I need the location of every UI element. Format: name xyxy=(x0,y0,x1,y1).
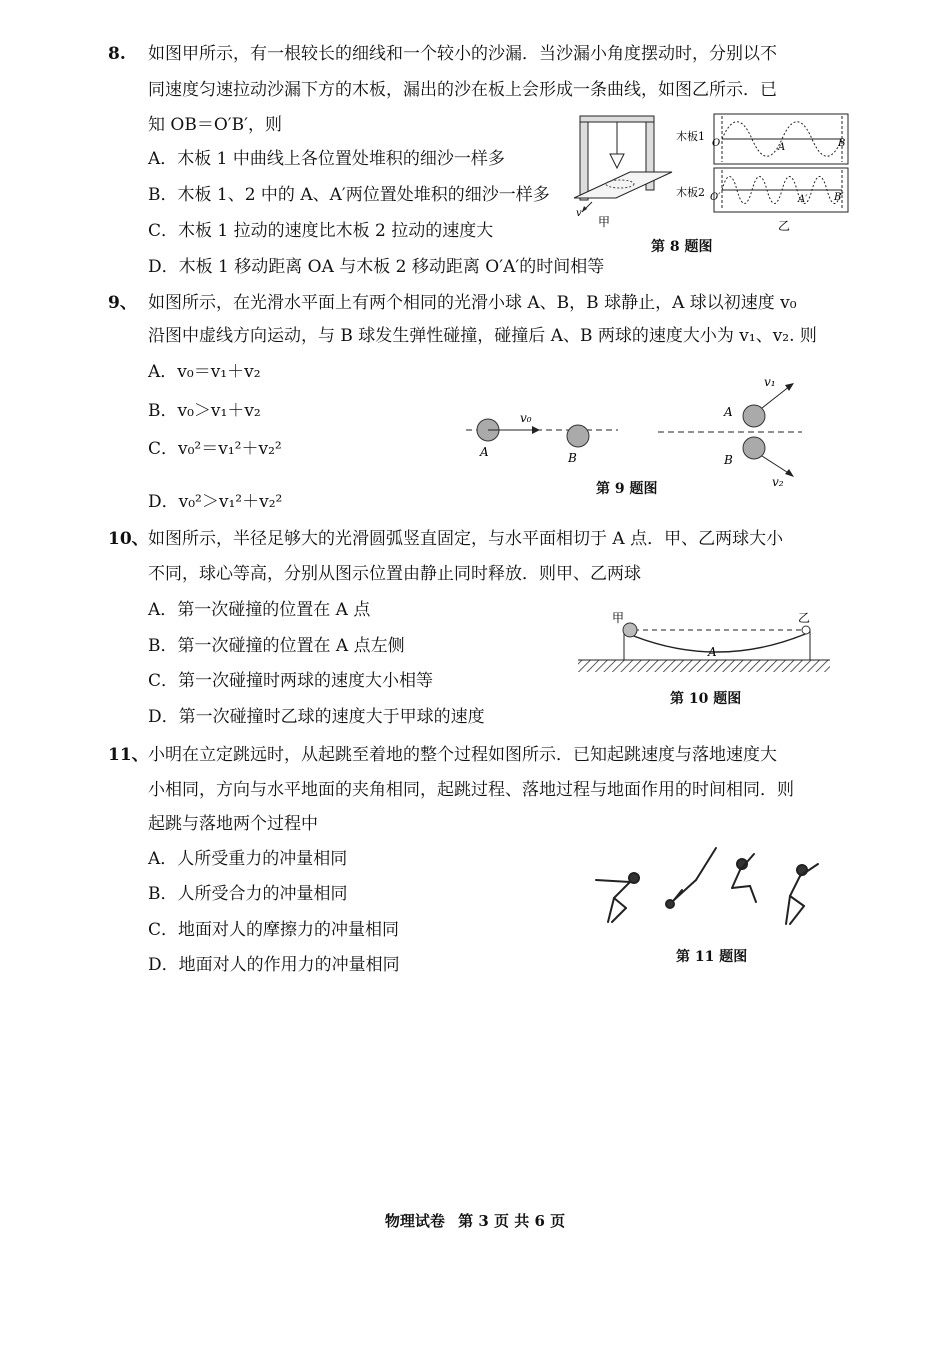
question-11-stem-line-1: 小明在立定跳远时，从起跳至着地的整个过程如图所示．已知起跳速度与落地速度大 xyxy=(148,745,777,765)
figure-10-caption: 第 10 题图 xyxy=(670,691,742,707)
question-11-option-b: B．人所受合力的冲量相同 xyxy=(148,884,348,904)
figure-9-after-collision xyxy=(650,372,810,492)
footer-subject: 物理试卷 xyxy=(384,1212,445,1230)
question-8-number: 8. xyxy=(108,44,126,64)
question-10-option-d: D．第一次碰撞时乙球的速度大于甲球的速度 xyxy=(148,707,485,727)
figure-8-b-label: B xyxy=(838,138,846,149)
figure-9-b-after-label: B xyxy=(724,453,733,467)
question-10-stem-line-2: 不同，球心等高，分别从图示位置由静止同时释放．则甲、乙两球 xyxy=(148,564,641,584)
question-8-option-a: A．木板 1 中曲线上各位置处堆积的细沙一样多 xyxy=(148,149,505,169)
figure-8-board1-label: 木板1 xyxy=(676,130,705,143)
question-8-option-d: D．木板 1 移动距离 OA 与木板 2 移动距离 O′A′的时间相等 xyxy=(148,257,605,277)
figure-10-arc-track xyxy=(574,608,834,678)
jumper-takeoff-icon xyxy=(596,873,639,922)
question-9-option-c: C．v₀²＝v₁²＋v₂² xyxy=(148,439,282,459)
jumper-tuck-icon xyxy=(732,854,756,902)
question-9-stem-line-2: 沿图中虚线方向运动，与 B 球发生弹性碰撞，碰撞后 A、B 两球的速度大小为 v₁、v₂. 则 xyxy=(148,326,817,346)
figure-8-o-prime-label: O′ xyxy=(710,192,721,203)
question-9-option-b: B．v₀＞v₁＋v₂ xyxy=(148,401,261,421)
figure-9-b-label: B xyxy=(568,451,577,465)
question-10-number: 10、 xyxy=(108,529,149,549)
figure-8-yi-boards xyxy=(674,110,854,234)
question-8-stem-line-3: 知 OB＝O′B′，则 xyxy=(148,115,282,135)
page-footer xyxy=(0,1210,950,1231)
footer-page-number: 第 3 页 共 6 页 xyxy=(458,1212,566,1230)
figure-11-jumper-sequence xyxy=(590,842,830,928)
figure-10-a-label: A xyxy=(708,645,717,659)
figure-9-caption: 第 9 题图 xyxy=(596,481,658,497)
figure-10-yi-label: 乙 xyxy=(798,611,811,625)
question-11-stem-line-2: 小相同，方向与水平地面的夹角相同，起跳过程、落地过程与地面作用的时间相同．则 xyxy=(148,780,794,800)
question-10-option-c: C．第一次碰撞时两球的速度大小相等 xyxy=(148,671,434,691)
figure-8-b-prime-label: B′ xyxy=(834,192,844,203)
question-11-option-c: C．地面对人的摩擦力的冲量相同 xyxy=(148,920,400,940)
figure-8-board2-label: 木板2 xyxy=(676,186,705,199)
question-8-option-b: B．木板 1、2 中的 A、A′两位置处堆积的细沙一样多 xyxy=(148,185,550,205)
figure-9-before-collision xyxy=(462,400,622,470)
question-11-number: 11、 xyxy=(108,745,149,765)
question-8-option-c: C．木板 1 拉动的速度比木板 2 拉动的速度大 xyxy=(148,221,494,241)
figure-9-a-label: A xyxy=(480,445,489,459)
figure-8-v-label: v xyxy=(576,208,582,219)
question-10-option-b: B．第一次碰撞的位置在 A 点左侧 xyxy=(148,636,405,656)
question-10-option-a: A．第一次碰撞的位置在 A 点 xyxy=(148,600,371,620)
figure-8-a-prime-label: A′ xyxy=(798,194,808,205)
question-9-stem-line-1: 如图所示，在光滑水平面上有两个相同的光滑小球 A、B，B 球静止，A 球以初速度 v₀ xyxy=(148,293,797,313)
jumper-landing-icon xyxy=(786,864,818,924)
figure-8-yi-label: 乙 xyxy=(778,219,791,233)
question-9-number: 9、 xyxy=(108,293,137,313)
figure-8-a-label: A xyxy=(778,142,786,153)
question-10-stem-line-1: 如图所示，半径足够大的光滑圆弧竖直固定，与水平面相切于 A 点．甲、乙两球大小 xyxy=(148,529,784,549)
figure-11-caption: 第 11 题图 xyxy=(676,949,748,965)
figure-9-v1-label: v₁ xyxy=(764,375,776,389)
question-11-stem-line-3: 起跳与落地两个过程中 xyxy=(148,814,318,834)
question-8-stem-line-2: 同速度匀速拉动沙漏下方的木板，漏出的沙在板上会形成一条曲线，如图乙所示．已 xyxy=(148,80,777,100)
figure-8-jia-apparatus xyxy=(570,112,680,232)
figure-8-o-label: O xyxy=(712,138,721,149)
question-8-stem-line-1: 如图甲所示，有一根较长的细线和一个较小的沙漏．当沙漏小角度摆动时，分别以不 xyxy=(148,44,777,64)
figure-9-a-after-label: A xyxy=(724,405,733,419)
question-9-option-d: D．v₀²＞v₁²＋v₂² xyxy=(148,492,283,512)
jumper-flight-icon xyxy=(666,848,716,908)
figure-9-v2-label: v₂ xyxy=(772,475,784,489)
question-11-option-d: D．地面对人的作用力的冲量相同 xyxy=(148,955,400,975)
figure-10-jia-label: 甲 xyxy=(612,611,625,625)
question-11-option-a: A．人所受重力的冲量相同 xyxy=(148,849,348,869)
figure-8-jia-label: 甲 xyxy=(598,215,611,229)
figure-8-caption: 第 8 题图 xyxy=(651,239,713,255)
question-9-option-a: A．v₀＝v₁＋v₂ xyxy=(148,362,261,382)
figure-9-v0-label: v₀ xyxy=(520,411,532,425)
